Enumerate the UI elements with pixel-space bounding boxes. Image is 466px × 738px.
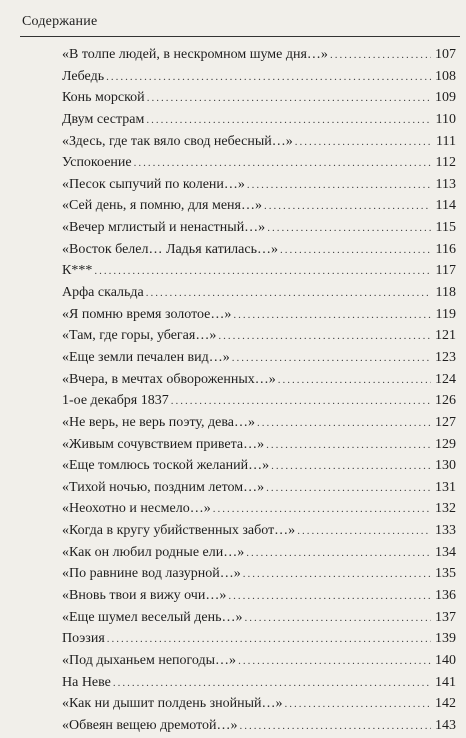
toc-entry-page-number: 141	[435, 674, 456, 690]
toc-entry-page-number: 108	[435, 68, 456, 84]
toc-entry	[62, 650, 456, 672]
toc-entry-title: «Не верь, не верь поэту, дева…»	[62, 414, 255, 430]
dot-leader	[213, 499, 431, 521]
dot-leader	[267, 218, 431, 240]
toc-entry	[62, 455, 456, 477]
dot-leader	[228, 586, 431, 608]
toc-entry	[62, 607, 456, 629]
dot-leader	[171, 391, 431, 413]
toc-entry-page-number: 114	[435, 198, 456, 214]
toc-entry-title: Успокоение	[62, 155, 132, 171]
dot-leader	[94, 261, 431, 283]
dot-leader	[240, 716, 431, 738]
toc-entry	[62, 217, 456, 239]
dot-leader	[330, 45, 431, 67]
toc-entry-page-number: 126	[435, 393, 456, 409]
toc-entry-title: «Когда в кругу убийственных забот…»	[62, 523, 296, 539]
toc-entry	[62, 260, 456, 282]
dot-leader	[247, 175, 431, 197]
page-header-title: Содержание	[22, 14, 98, 29]
toc-entry-page-number: 109	[435, 90, 456, 106]
dot-leader	[246, 543, 431, 565]
toc-entry-page-number: 118	[435, 285, 456, 301]
dot-leader	[106, 67, 431, 89]
dot-leader	[257, 413, 431, 435]
toc-entry	[62, 44, 456, 66]
toc-entry-page-number: 119	[435, 306, 456, 322]
toc-entry-title: «Вечер мглистый и ненастный…»	[62, 220, 266, 236]
toc-entry-title: «Под дыханьем непогоды…»	[62, 652, 237, 668]
dot-leader	[146, 110, 431, 132]
toc-entry-title: «Сей день, я помню, для меня…»	[62, 198, 262, 214]
toc-entry	[62, 390, 456, 412]
toc-entry-page-number: 133	[435, 523, 456, 539]
toc-entry-title: «В толпе людей, в нескромном шуме дня…»	[62, 47, 328, 62]
dot-leader	[146, 283, 431, 305]
toc-entry-title: «Здесь, где так вяло свод небесный…»	[62, 133, 293, 149]
dot-leader	[280, 240, 431, 262]
toc-entry	[62, 195, 456, 217]
toc-entry-title: «Обвеян вещею дремотой…»	[62, 717, 238, 733]
header-divider	[20, 36, 460, 37]
dot-leader	[278, 370, 431, 392]
toc-entry	[62, 152, 456, 174]
toc-entry-page-number: 113	[435, 176, 456, 192]
toc-entry-page-number: 107	[435, 47, 456, 62]
toc-entry	[62, 304, 456, 326]
dot-leader	[243, 564, 431, 586]
dot-leader	[295, 132, 431, 154]
toc-entry-page-number: 137	[435, 609, 456, 625]
toc-entry-title: 1-ое декабря 1837	[62, 393, 169, 409]
toc-entry-title: «Еще шумел веселый день…»	[62, 609, 243, 625]
toc-entry-page-number: 139	[435, 631, 456, 647]
toc-entry-page-number: 110	[435, 111, 456, 127]
dot-leader	[218, 326, 431, 348]
dot-leader	[233, 305, 431, 327]
toc-entry	[62, 109, 456, 131]
toc-entry-page-number: 140	[435, 652, 456, 668]
dot-leader	[266, 478, 431, 500]
toc-entry-page-number: 127	[435, 414, 456, 430]
toc-entry	[62, 412, 456, 434]
toc-entry-page-number: 135	[435, 566, 456, 582]
toc-entry-title: К***	[62, 263, 93, 279]
dot-leader	[264, 196, 431, 218]
toc-entry-title: «Я помню время золотое…»	[62, 306, 232, 322]
toc-entry-title: «По равнине вод лазурной…»	[62, 566, 241, 582]
toc-entry	[62, 542, 456, 564]
toc-entry	[62, 369, 456, 391]
toc-entry	[62, 239, 456, 261]
toc-entry	[62, 715, 456, 737]
toc-entry-page-number: 123	[435, 349, 456, 365]
toc-entry	[62, 325, 456, 347]
dot-leader	[266, 435, 431, 457]
toc-entry	[62, 672, 456, 694]
toc-entry-page-number: 142	[435, 696, 456, 712]
toc-entry-page-number: 129	[435, 436, 456, 452]
toc-entry-page-number: 124	[435, 371, 456, 387]
dot-leader	[134, 153, 431, 175]
toc-entry	[62, 693, 456, 715]
toc-entry	[62, 434, 456, 456]
dot-leader	[107, 629, 431, 651]
toc-entry	[62, 563, 456, 585]
toc-entry-title: «Песок сыпучий по колени…»	[62, 176, 245, 192]
dot-leader	[285, 694, 432, 716]
toc-entry-page-number: 131	[435, 479, 456, 495]
dot-leader	[271, 456, 431, 478]
toc-entry-title: «Тихой ночью, поздним летом…»	[62, 479, 265, 495]
dot-leader	[147, 88, 431, 110]
toc-entry	[62, 585, 456, 607]
dot-leader	[232, 348, 431, 370]
toc-entry-page-number: 112	[435, 155, 456, 171]
toc-entry	[62, 87, 456, 109]
toc-entry-title: «Как ни дышит полдень знойный…»	[62, 696, 283, 712]
toc-entry	[62, 520, 456, 542]
toc-entry-title: «Вчера, в мечтах обвороженных…»	[62, 371, 276, 387]
toc-entry-title: «Восток белел… Ладья катилась…»	[62, 241, 278, 257]
toc-entry-title: Конь морской	[62, 90, 145, 106]
toc-entry-page-number: 116	[435, 241, 456, 257]
toc-entry-title: Лебедь	[62, 68, 105, 84]
dot-leader	[297, 521, 431, 543]
toc-entry	[62, 498, 456, 520]
toc-entry-title: Двум сестрам	[62, 111, 145, 127]
toc-entry-title: «Еще земли печален вид…»	[62, 349, 230, 365]
toc-entry-title: «Там, где горы, убегая…»	[62, 328, 217, 344]
table-of-contents	[62, 44, 456, 737]
toc-entry	[62, 131, 456, 153]
toc-entry-title: «Живым сочувствием привета…»	[62, 436, 265, 452]
toc-entry-page-number: 134	[435, 544, 456, 560]
toc-entry	[62, 282, 456, 304]
dot-leader	[245, 608, 432, 630]
toc-entry	[62, 628, 456, 650]
toc-entry-title: «Неохотно и несмело…»	[62, 501, 211, 517]
dot-leader	[238, 651, 431, 673]
toc-entry-page-number: 132	[435, 501, 456, 517]
toc-entry	[62, 347, 456, 369]
toc-entry-page-number: 130	[435, 458, 456, 474]
toc-entry	[62, 477, 456, 499]
dot-leader	[113, 673, 431, 695]
toc-entry	[62, 174, 456, 196]
toc-entry-title: На Неве	[62, 674, 111, 690]
toc-entry-page-number: 121	[435, 328, 456, 344]
toc-entry-title: «Вновь твои я вижу очи…»	[62, 588, 227, 604]
toc-entry-page-number: 136	[435, 588, 456, 604]
toc-entry	[62, 66, 456, 88]
toc-entry-page-number: 115	[435, 220, 456, 236]
toc-entry-title: Поэзия	[62, 631, 105, 647]
toc-entry-page-number: 117	[435, 263, 456, 279]
toc-entry-page-number: 143	[435, 717, 456, 733]
toc-entry-title: «Еще томлюсь тоской желаний…»	[62, 458, 270, 474]
toc-entry-page-number: 111	[436, 133, 456, 149]
toc-entry-title: «Как он любил родные ели…»	[62, 544, 245, 560]
toc-entry-title: Арфа скальда	[62, 285, 144, 301]
